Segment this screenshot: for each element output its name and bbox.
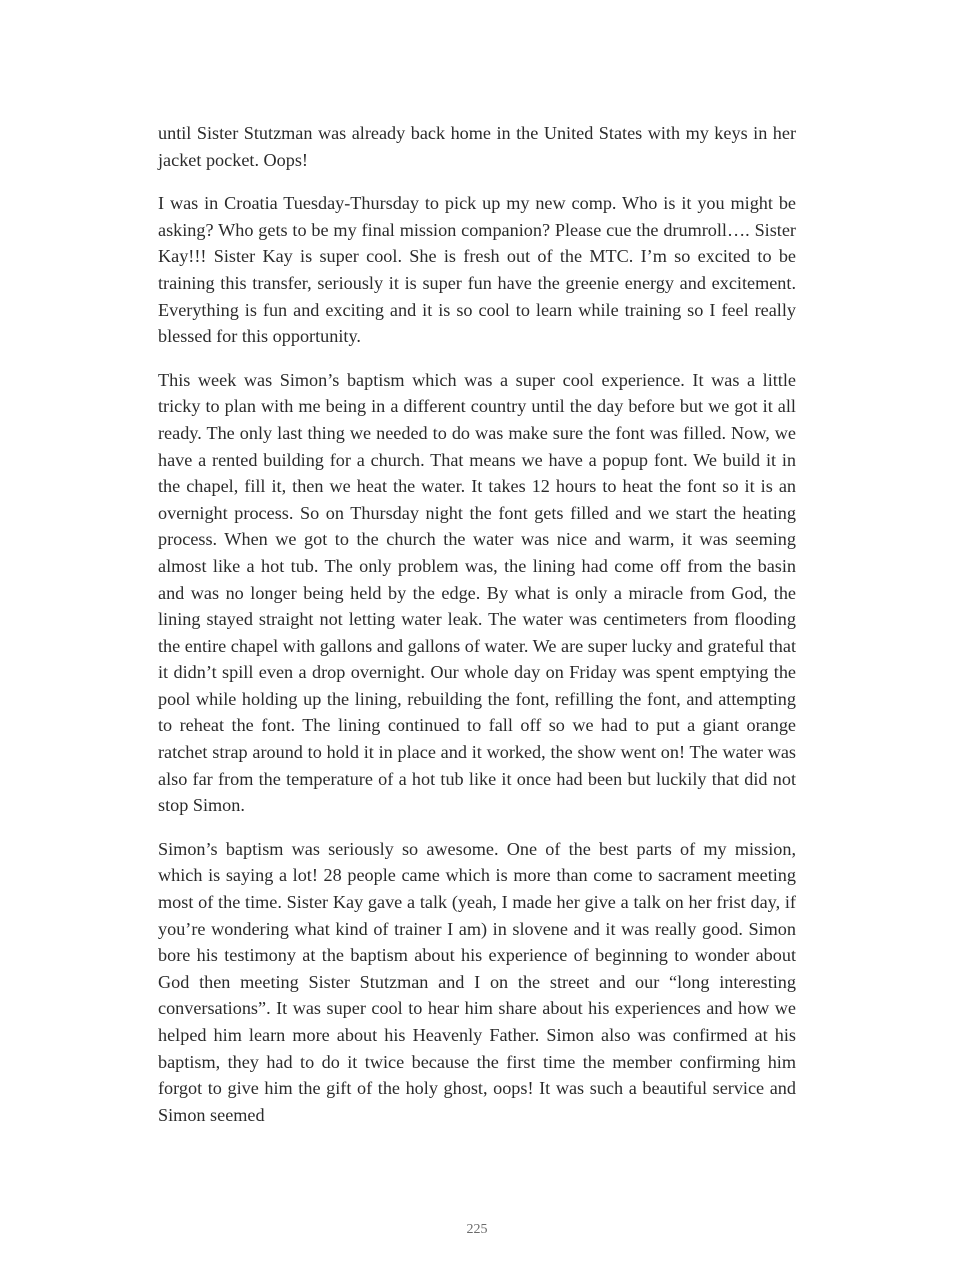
paragraph-3: This week was Simon’s baptism which was a super cool experience. It was a little tricky to plan with me being in a different country until the day before but we got it all ready. The only last thing we needed to do was make sure the font was filled. Now, we have a rented building for a church. That means we have a popup font. We build it in the chapel, fill it, then we heat the water. It takes 12 hours to heat the font so it is an overnight process. So on Thursday night the font gets filled and we start the heating process. When we got to the church the water was nice and warm, it was seeming almost like a hot tub. The only problem was, the lining had come off from the basin and was no longer being held by the edge. By what is only a miracle from God, the lining stayed straight not letting water leak. The water was centimeters from flooding the entire chapel with gallons and gallons of water. We are super lucky and grateful that it didn’t spill even a drop overnight. Our whole day on Friday was spent emptying the pool while holding up the lining, rebuilding the font, refilling the font, and attempting to reheat the font. The lining continued to fall off so we had to put a giant orange ratchet strap around to hold it in place and it worked, the show went on! The water was also far from the temperature of a hot tub like it once had been but luckily that did not stop Simon. — [158, 369, 796, 816]
paragraph-2: I was in Croatia Tuesday-Thursday to pick up my new comp. Who is it you might be asking? Who gets to be my final mission companion? Please cue the drumroll…. Sister Kay!!! Sister Kay is super cool. She is fresh out of the MTC. I’m so excited to be training this transfer, seriously it is super fun have the greenie energy and excitement. Everything is fun and exciting and it is so cool to learn while training so I feel really blessed for this opportunity. — [158, 193, 796, 347]
page-number: 225 — [466, 1222, 488, 1237]
paragraph-4: Simon’s baptism was seriously so awesome. One of the best parts of my mission, which is saying a lot! 28 people came which is more than come to sacrament meeting most of the time. Sister Kay gave a talk (yeah, I made her give a talk on her frist day, if you’re wondering what kind of trainer I am) in slovene and it was really good. Simon bore his testimony at the baptism about his experience of beginning to wonder about God then meeting Sister Stutzman and I on the street and our “long interesting conversations”. It was super cool to hear him share about his experiences and how we helped him learn more about his Heavenly Father. Simon also was confirmed at his baptism, they had to do it twice because the first time the member confirming him forgot to give him the gift of the holy ghost, oops! It was such a beautiful service and Simon seemed — [158, 838, 796, 1125]
body-text — [158, 120, 796, 1145]
paragraph-1: until Sister Stutzman was already back home in the United States with my keys in her jacket pocket. Oops! — [158, 123, 796, 170]
